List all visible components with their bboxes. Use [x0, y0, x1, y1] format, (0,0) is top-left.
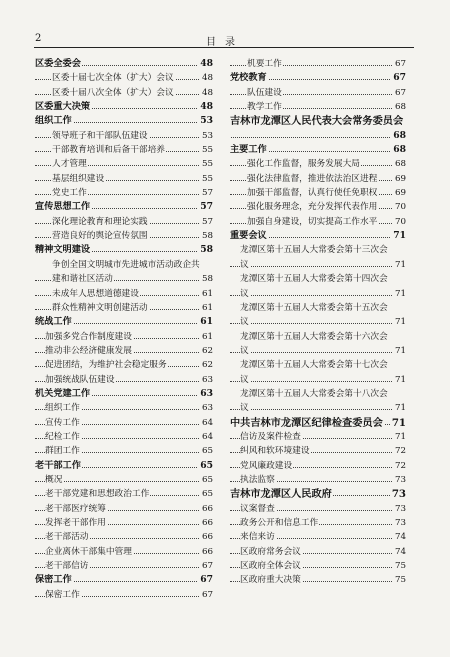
toc-entry-title: 吉林市龙潭区人民代表大会常务委员会	[230, 115, 404, 128]
toc-entry-title: 老干部信访	[45, 561, 89, 572]
toc-entry[interactable]	[35, 243, 213, 257]
toc-entry[interactable]	[35, 301, 213, 315]
toc-entry[interactable]	[35, 573, 213, 587]
toc-entry-title: 老干部工作	[35, 459, 81, 471]
toc-entry-title: 宣传思想工作	[35, 201, 91, 213]
toc-entry-title: 执法监察	[240, 474, 275, 485]
toc-entry-page: 71	[391, 229, 406, 243]
toc-entry[interactable]	[230, 71, 406, 85]
toc-entry[interactable]	[230, 215, 406, 229]
toc-entry[interactable]	[35, 129, 213, 143]
toc-entry-page: 48	[200, 71, 213, 85]
toc-entry-page: 55	[200, 143, 213, 157]
toc-entry[interactable]	[35, 487, 213, 501]
toc-entry-title: 议	[240, 374, 249, 385]
toc-entry-page: 64	[200, 430, 213, 444]
toc-entry-title: 加强自身建设，切实提高工作水平	[247, 216, 378, 227]
toc-entry[interactable]	[35, 272, 213, 286]
toc-entry-title: 保密工作	[45, 589, 80, 600]
toc-entry[interactable]	[35, 387, 213, 401]
toc-entry-page: 58	[200, 272, 213, 286]
toc-entry-page: 61	[200, 301, 213, 315]
toc-entry[interactable]	[230, 157, 406, 171]
toc-entry-page: 66	[200, 545, 213, 559]
toc-entry[interactable]	[230, 258, 406, 272]
toc-entry-page: 48	[200, 86, 213, 100]
toc-entry[interactable]	[230, 387, 406, 401]
toc-entry-page: 71	[393, 344, 406, 358]
toc-entry[interactable]	[35, 545, 213, 559]
toc-entry-title: 信访及案件检查	[240, 431, 301, 442]
toc-entry-page: 68	[391, 129, 406, 143]
toc-entry[interactable]	[35, 157, 213, 171]
toc-entry-page: 71	[393, 430, 406, 444]
toc-entry-page: 67	[393, 57, 406, 71]
toc-entry-page: 53	[200, 129, 213, 143]
toc-entry-title: 议	[240, 259, 249, 270]
toc-entry-title: 议	[240, 317, 249, 328]
toc-entry-title: 组织工作	[35, 115, 72, 127]
toc-entry-title: 中共吉林市龙潭区纪律检查委员会	[230, 416, 383, 429]
toc-entry-title: 吉林市龙潭区人民政府	[230, 488, 332, 501]
toc-entry-page: 61	[200, 330, 213, 344]
toc-entry-title: 队伍建设	[247, 87, 282, 98]
toc-entry[interactable]	[230, 186, 406, 200]
toc-entry[interactable]	[35, 330, 213, 344]
toc-entry-page: 73	[393, 516, 406, 530]
toc-entry-title: 组织工作	[45, 403, 80, 414]
toc-entry-page: 70	[393, 215, 406, 229]
toc-entry[interactable]	[35, 186, 213, 200]
toc-entry-title: 领导班子和干部队伍建设	[52, 130, 148, 141]
toc-entry-page: 66	[200, 516, 213, 530]
toc-entry-page: 71	[393, 258, 406, 272]
toc-entry[interactable]	[35, 530, 213, 544]
toc-entry-page: 70	[393, 200, 406, 214]
toc-entry-title: 老干部医疗统筹	[45, 503, 106, 514]
toc-entry-page: 67	[200, 559, 213, 573]
toc-entry-page: 71	[391, 416, 406, 429]
toc-entry[interactable]	[230, 330, 406, 344]
toc-entry[interactable]	[230, 287, 406, 301]
toc-entry-page: 73	[391, 488, 406, 501]
toc-entry-title: 机要工作	[247, 59, 282, 69]
toc-entry[interactable]	[35, 114, 213, 128]
toc-entry[interactable]	[35, 559, 213, 573]
toc-entry[interactable]	[35, 258, 213, 272]
toc-entry-title: 群团工作	[45, 446, 80, 457]
toc-entry[interactable]	[35, 143, 213, 157]
toc-entry-title: 龙潭区第十五届人大常委会第十八次会	[240, 388, 388, 399]
toc-entry[interactable]	[35, 172, 213, 186]
toc-entry-title: 议案督查	[240, 503, 275, 514]
toc-entry-page: 65	[198, 459, 213, 473]
toc-entry-title: 促进团结，为维护社会稳定服务	[45, 360, 167, 371]
toc-entry-title: 加强干部监督，认真行使任免职权	[247, 188, 378, 199]
toc-entry-page: 57	[200, 215, 213, 229]
toc-entry[interactable]	[35, 373, 213, 387]
toc-entry-title: 区委全委会	[35, 58, 81, 69]
toc-entry-page: 48	[198, 57, 213, 71]
toc-entry-title: 概况	[45, 474, 63, 485]
toc-entry-title	[230, 130, 231, 141]
toc-entry-page: 61	[200, 287, 213, 301]
toc-entry-title: 干部教育培训和后备干部培养	[52, 145, 165, 156]
toc-entry-page: 48	[198, 100, 213, 114]
toc-entry-page: 62	[200, 358, 213, 372]
toc-entry[interactable]	[35, 86, 213, 100]
toc-entry-title: 党校教育	[230, 72, 267, 84]
toc-entry[interactable]	[35, 502, 213, 516]
toc-entry[interactable]	[230, 272, 406, 286]
toc-entry[interactable]	[230, 100, 406, 114]
toc-entry-page: 69	[393, 186, 406, 200]
toc-entry-title: 政务公开和信息工作	[240, 518, 319, 528]
toc-entry-page: 55	[200, 172, 213, 186]
toc-entry[interactable]	[35, 315, 213, 329]
toc-entry-page: 74	[393, 545, 406, 559]
toc-entry[interactable]	[35, 287, 213, 301]
toc-entry[interactable]	[35, 57, 213, 71]
toc-entry-page: 71	[393, 401, 406, 415]
toc-entry-title: 加强多党合作制度建设	[45, 331, 132, 342]
toc-entry[interactable]	[35, 459, 213, 473]
toc-entry-title: 龙潭区第十五届人大常委会第十四次会	[240, 274, 388, 285]
toc-entry-page: 67	[393, 86, 406, 100]
toc-entry-title: 议	[240, 403, 249, 414]
toc-entry-title: 机关党建工作	[35, 387, 91, 399]
toc-entry-title: 建和谐社区活动	[52, 274, 113, 285]
toc-entry-page: 69	[393, 172, 406, 186]
toc-entry-title: 党风廉政建设	[240, 460, 293, 471]
toc-entry[interactable]	[35, 416, 213, 430]
page-header	[0, 0, 450, 50]
toc-entry[interactable]	[230, 516, 406, 530]
toc-entry-page: 53	[198, 114, 213, 128]
toc-entry[interactable]	[35, 358, 213, 372]
toc-entry[interactable]	[35, 588, 213, 602]
toc-entry-page: 75	[393, 559, 406, 573]
toc-entry-page: 63	[198, 387, 213, 401]
toc-entry-title: 强化服务理念，充分发挥代表作用	[247, 202, 378, 213]
toc-entry[interactable]	[230, 358, 406, 372]
toc-entry[interactable]	[230, 114, 406, 128]
toc-entry[interactable]	[230, 200, 406, 214]
toc-entry-page: 65	[200, 473, 213, 487]
toc-entry-title: 企业离休干部集中管理	[45, 546, 132, 557]
toc-entry[interactable]	[230, 430, 406, 444]
toc-entry[interactable]	[230, 545, 406, 559]
toc-entry[interactable]	[35, 200, 213, 214]
toc-entry[interactable]	[230, 373, 406, 387]
toc-entry-title: 区委十届七次全体（扩大）会议	[52, 73, 174, 84]
toc-entry[interactable]	[230, 57, 406, 71]
toc-entry[interactable]	[230, 344, 406, 358]
toc-entry[interactable]	[35, 516, 213, 530]
toc-entry[interactable]	[230, 530, 406, 544]
toc-entry-title: 群众性精神文明创建活动	[52, 302, 148, 313]
toc-entry-page: 55	[200, 157, 213, 171]
toc-entry-title: 深化理论教育和理论实践	[52, 216, 148, 227]
toc-entry-title: 老干部活动	[45, 532, 89, 543]
toc-entry[interactable]	[35, 444, 213, 458]
toc-entry-title: 教学工作	[247, 102, 282, 113]
toc-entry-page: 73	[393, 473, 406, 487]
toc-entry-title: 纪检工作	[45, 431, 80, 442]
toc-entry-title: 纠风和软环境建设	[240, 446, 310, 457]
toc-entry-title: 区政府重大决策	[240, 575, 301, 586]
toc-entry-page: 65	[200, 444, 213, 458]
toc-entry[interactable]	[35, 71, 213, 85]
toc-entry[interactable]	[35, 344, 213, 358]
toc-entry-page: 63	[200, 373, 213, 387]
toc-entry-page: 57	[198, 200, 213, 214]
toc-entry-title: 主要工作	[230, 144, 267, 156]
toc-entry[interactable]	[230, 315, 406, 329]
toc-entry[interactable]	[230, 416, 406, 430]
toc-entry[interactable]	[230, 129, 406, 143]
toc-entry-page: 67	[391, 71, 406, 85]
toc-entry-title: 营造良好的舆论宣传氛围	[52, 231, 148, 242]
toc-entry-title: 龙潭区第十五届人大常委会第十七次会	[240, 360, 388, 371]
toc-entry-title: 基层组织建设	[52, 173, 105, 184]
toc-entry-title: 强化法律监督，推进依法治区进程	[247, 173, 378, 184]
toc-entry-page: 61	[198, 315, 213, 329]
toc-entry[interactable]	[230, 301, 406, 315]
toc-entry[interactable]	[35, 473, 213, 487]
toc-entry-title: 未成年人思想道德建设	[52, 288, 139, 299]
toc-entry-title: 争创全国文明城市先进城市活动政企共	[52, 259, 200, 270]
toc-entry[interactable]	[230, 487, 406, 501]
toc-entry-page: 67	[198, 573, 213, 587]
toc-entry-title: 议	[240, 288, 249, 299]
toc-entry-title: 强化工作监督，服务发展大局	[247, 159, 360, 170]
toc-entry-page: 71	[393, 287, 406, 301]
toc-entry-title: 龙潭区第十五届人大常委会第十六次会	[240, 331, 388, 342]
toc-entry-page: 68	[393, 157, 406, 171]
toc-entry-title: 党史工作	[52, 188, 87, 199]
toc-entry-title: 区政府全体会议	[240, 561, 301, 572]
toc-entry-page: 68	[391, 143, 406, 157]
toc-entry-page: 75	[393, 573, 406, 587]
page-title: 目录	[206, 37, 244, 48]
toc-entry[interactable]	[35, 229, 213, 243]
toc-entry-title: 来信来访	[240, 532, 275, 543]
toc-entry-title: 区政府常务会议	[240, 546, 301, 557]
toc-entry-page: 68	[393, 100, 406, 114]
toc-entry[interactable]	[230, 559, 406, 573]
toc-entry-page: 66	[200, 502, 213, 516]
toc-entry-title: 龙潭区第十五届人大常委会第十五次会	[240, 302, 388, 313]
toc-entry-title: 精神文明建设	[35, 244, 91, 256]
toc-column-right	[230, 57, 406, 588]
toc-entry-page: 58	[198, 243, 213, 257]
toc-entry-page: 58	[200, 229, 213, 243]
toc-entry-page: 67	[200, 588, 213, 602]
toc-entry-page: 63	[200, 401, 213, 415]
toc-entry-title: 区委重大决策	[35, 101, 91, 113]
toc-entry-page: 66	[200, 530, 213, 544]
toc-entry[interactable]	[35, 401, 213, 415]
toc-entry-title: 区委十届八次全体（扩大）会议	[52, 87, 174, 98]
toc-entry-title: 保密工作	[35, 574, 72, 586]
toc-entry-page: 72	[393, 444, 406, 458]
toc-entry-page: 57	[200, 186, 213, 200]
toc-entry-title: 统战工作	[35, 316, 72, 328]
toc-entry[interactable]	[230, 502, 406, 516]
toc-entry[interactable]	[230, 444, 406, 458]
toc-entry-page: 64	[200, 416, 213, 430]
toc-entry-title: 推动非公经济健康发展	[45, 345, 132, 356]
toc-entry-page: 74	[393, 530, 406, 544]
toc-entry[interactable]	[230, 243, 406, 257]
toc-entry[interactable]	[230, 459, 406, 473]
toc-entry[interactable]	[230, 86, 406, 100]
header-rule	[34, 47, 414, 48]
toc-entry[interactable]	[230, 401, 406, 415]
toc-entry-page: 62	[200, 344, 213, 358]
toc-entry-page: 72	[393, 459, 406, 473]
toc-entry[interactable]	[35, 430, 213, 444]
toc-entry-title: 议	[240, 345, 249, 356]
toc-entry-title: 龙潭区第十五届人大常委会第十三次会	[240, 245, 388, 256]
toc-entry-title: 加强统战队伍建设	[45, 374, 115, 385]
toc-entry-title: 宣传工作	[45, 417, 80, 428]
toc-entry-title: 老干部党建和思想政治工作	[45, 489, 150, 500]
toc-entry-title: 人才管理	[52, 159, 87, 170]
toc-entry-page: 71	[393, 373, 406, 387]
toc-entry-page: 65	[200, 487, 213, 501]
toc-column-left	[35, 57, 213, 602]
toc-entry-title: 发挥老干部作用	[45, 518, 106, 528]
toc-entry[interactable]	[230, 172, 406, 186]
toc-entry[interactable]	[230, 229, 406, 243]
toc-entry-page: 73	[393, 502, 406, 516]
toc-entry-title: 重要会议	[230, 230, 267, 242]
page-number: 2	[35, 33, 42, 44]
toc-entry[interactable]	[35, 215, 213, 229]
toc-entry-page: 71	[393, 315, 406, 329]
toc-entry[interactable]	[230, 143, 406, 157]
toc-entry[interactable]	[230, 473, 406, 487]
toc-entry[interactable]	[230, 573, 406, 587]
toc-entry[interactable]	[35, 100, 213, 114]
